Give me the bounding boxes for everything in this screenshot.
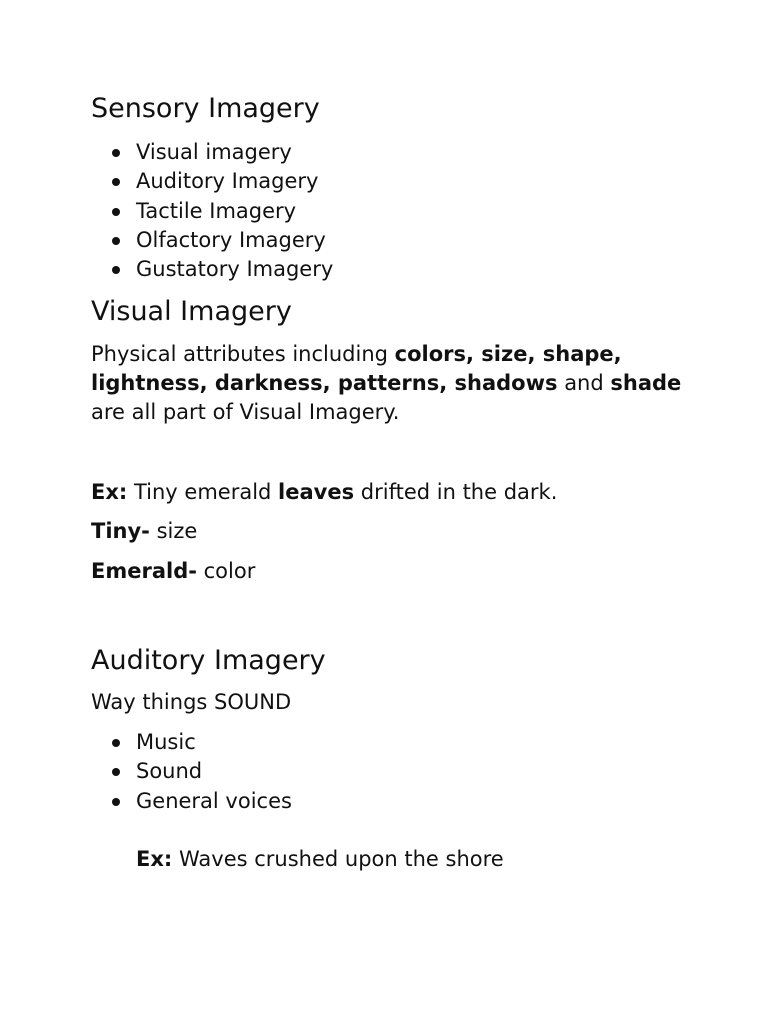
example-bold-word: leaves <box>278 480 355 504</box>
description-text: Physical attributes including <box>91 342 395 366</box>
bullet-icon <box>112 178 120 186</box>
bullet-icon <box>112 208 120 216</box>
example-text: drifted in the dark. <box>354 480 558 504</box>
list-item <box>91 728 292 757</box>
definition-tiny <box>91 517 711 546</box>
bullet-icon <box>112 768 120 776</box>
sensory-imagery-list <box>91 138 333 284</box>
auditory-imagery-list <box>91 728 292 816</box>
list-item-label: General voices <box>136 788 292 813</box>
example-label: Ex: <box>91 480 128 504</box>
description-bold-shade: shade <box>610 371 682 395</box>
description-text: and <box>557 371 611 395</box>
bullet-icon <box>112 149 120 157</box>
definition-term: Emerald- <box>91 559 197 583</box>
list-item-label: Olfactory Imagery <box>136 227 326 252</box>
example-label: Ex: <box>136 847 173 871</box>
list-item <box>91 197 333 226</box>
list-item-label: Auditory Imagery <box>136 169 319 194</box>
example-text: Tiny emerald <box>127 480 279 504</box>
list-item <box>91 787 292 816</box>
bullet-icon <box>112 266 120 274</box>
list-item <box>91 757 292 786</box>
list-item-label: Gustatory Imagery <box>136 257 334 281</box>
list-item <box>91 167 333 196</box>
list-item-label: Tactile Imagery <box>136 198 297 223</box>
visual-example <box>91 478 711 507</box>
definition-emerald <box>91 557 711 586</box>
list-item-label: Music <box>136 730 196 754</box>
definition-desc: color <box>196 559 256 583</box>
description-bold-attributes: colors, size, shape, lightness, darkness, patterns, shadows <box>91 342 622 395</box>
example-text: Waves crushed upon the shore <box>172 847 504 871</box>
list-item <box>91 255 333 284</box>
definition-term: Tiny- <box>91 519 150 543</box>
auditory-example <box>136 845 696 874</box>
heading-visual-imagery: Visual Imagery <box>91 296 292 327</box>
bullet-icon <box>112 798 120 806</box>
list-item-label: Visual imagery <box>136 140 292 164</box>
heading-sensory-imagery: Sensory Imagery <box>91 93 320 124</box>
description-text: are all part of Visual Imagery. <box>91 400 400 424</box>
list-item <box>91 226 333 255</box>
visual-imagery-description <box>91 340 711 427</box>
list-item <box>91 138 333 167</box>
definition-desc: size <box>149 519 198 543</box>
heading-auditory-imagery: Auditory Imagery <box>91 645 326 676</box>
bullet-icon <box>112 739 120 747</box>
list-item-label: Sound <box>136 759 203 784</box>
auditory-intro: Way things SOUND <box>91 690 292 714</box>
bullet-icon <box>112 237 120 245</box>
